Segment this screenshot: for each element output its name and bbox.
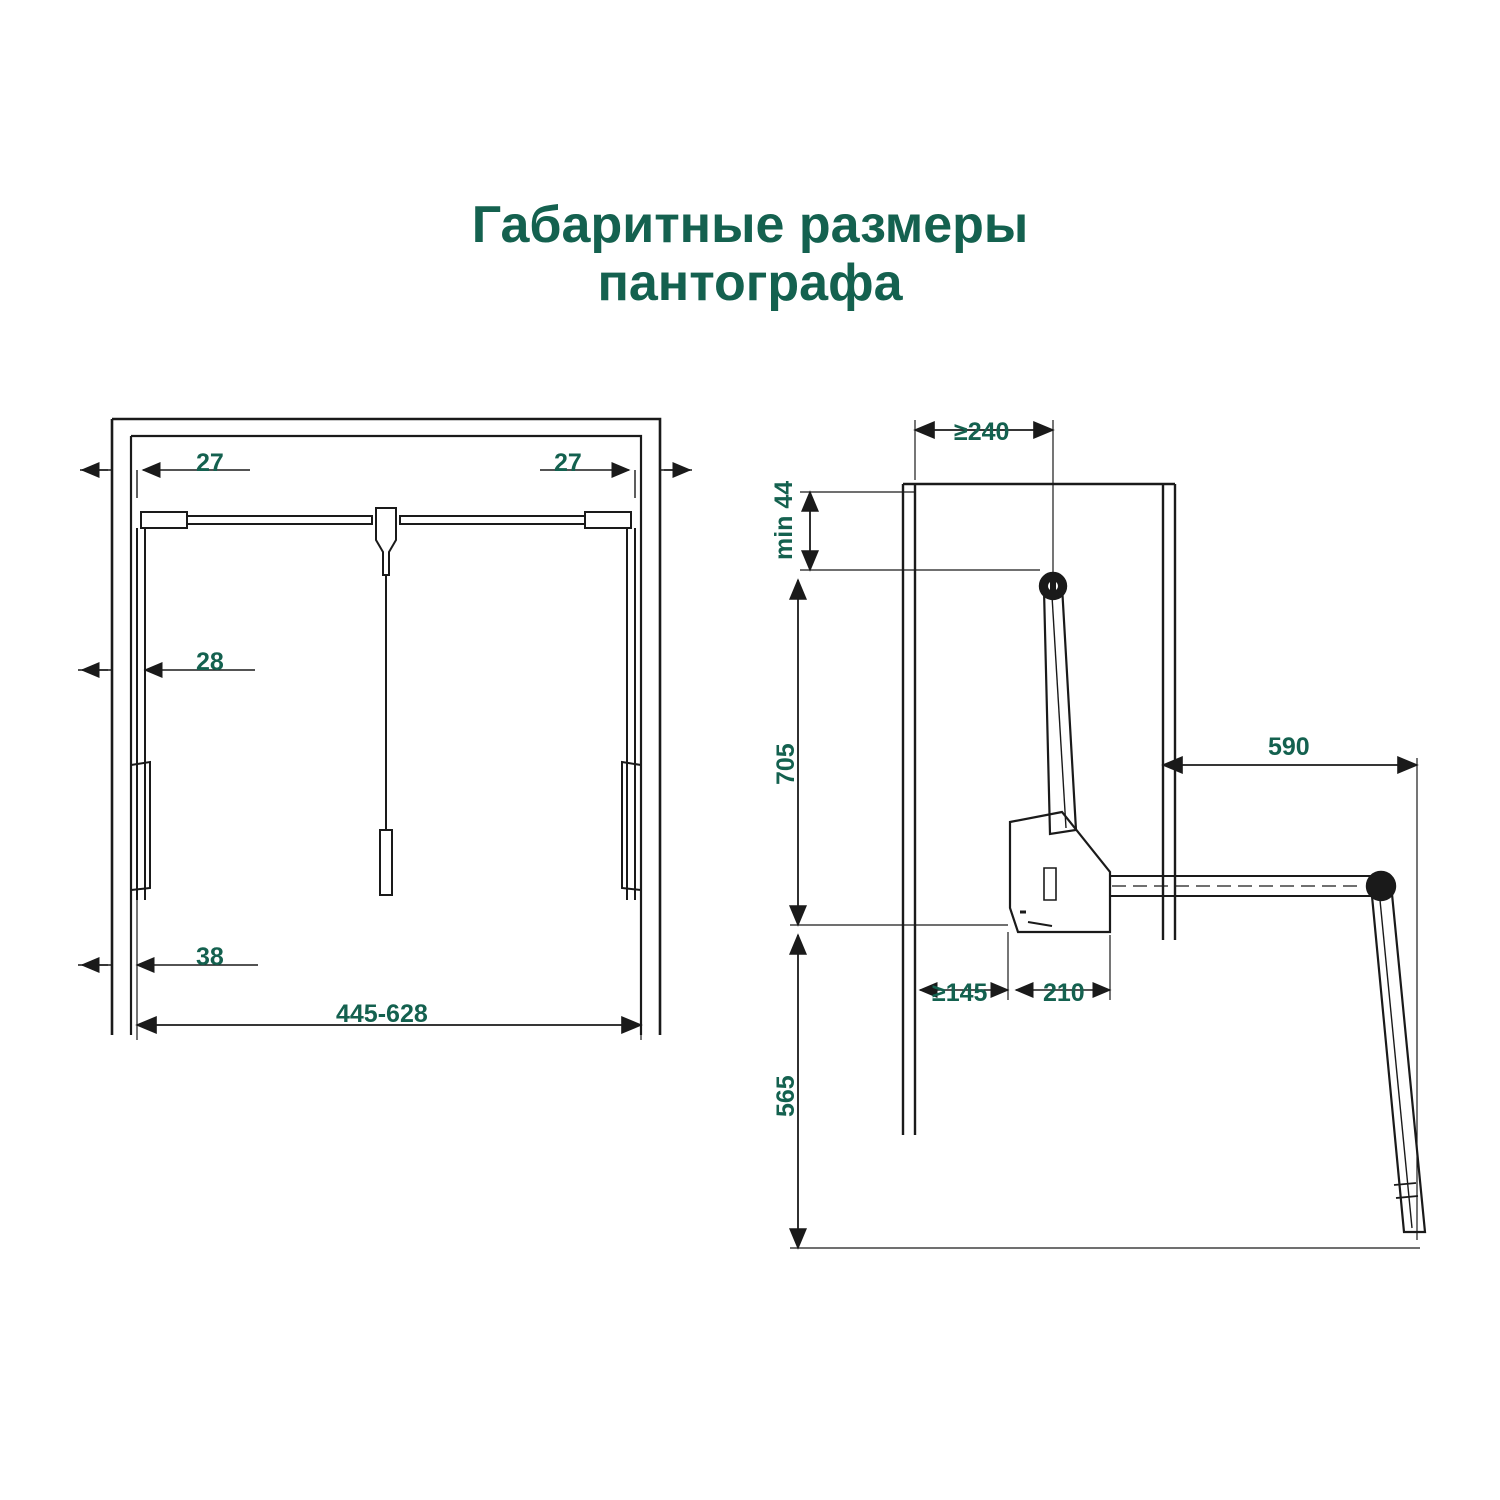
- dim-side-reach: 590: [1268, 733, 1310, 761]
- side-view-group: [790, 420, 1425, 1248]
- dim-side-min-top: min 44: [770, 480, 798, 560]
- front-view-group: [78, 419, 692, 1040]
- page-title-line1: Габаритные размеры: [471, 196, 1029, 254]
- dim-side-top-depth: ≥240: [954, 418, 1010, 446]
- dim-front-bracket-offset: 28: [196, 648, 224, 676]
- dim-side-height-upper: 705: [772, 743, 800, 785]
- dim-front-left-inset: 27: [196, 449, 224, 477]
- dim-front-right-inset: 27: [554, 449, 582, 477]
- dim-front-width-range: 445-628: [336, 1000, 428, 1028]
- dim-side-mech-depth: 210: [1043, 979, 1085, 1007]
- dim-front-bottom-offset: 38: [196, 943, 224, 971]
- page-title-line2: пантографа: [597, 254, 903, 313]
- dim-side-height-lower: 565: [772, 1075, 800, 1117]
- dim-side-min-depth: ≥145: [932, 979, 988, 1007]
